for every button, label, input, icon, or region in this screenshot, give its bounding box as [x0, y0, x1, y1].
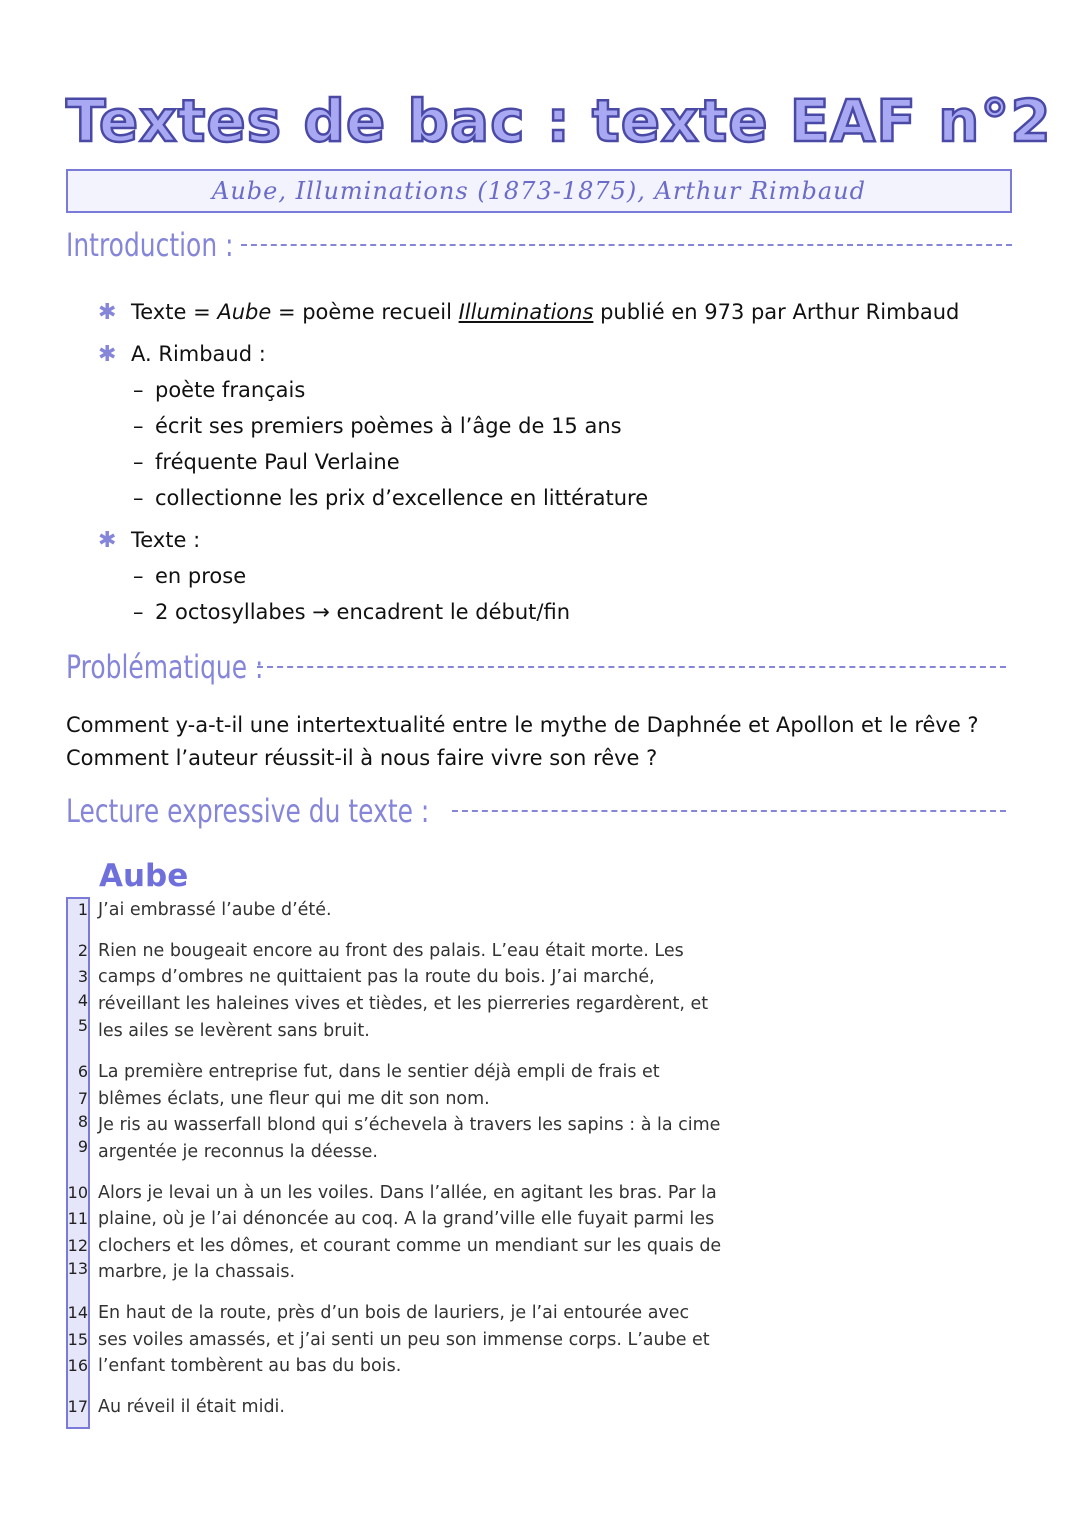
line-number: 9 [77, 1137, 88, 1156]
page-title: Textes de bac : texte EAF n°2 [66, 87, 1052, 155]
intro-subitem: – collectionne les prix d’excellence en littérature [133, 486, 649, 510]
poem-line: Alors je levai un à un les voiles. Dans l’allée, en agitant les bras. Par la [98, 1183, 717, 1203]
poem-line: plaine, où je l’ai dénoncée au coq. A la grand’ville elle fuyait parmi les [98, 1209, 715, 1229]
line-number: 14 [67, 1303, 88, 1322]
poem-line: argentée je reconnus la déesse. [98, 1142, 378, 1162]
poem-line: La première entreprise fut, dans le sentier déjà empli de frais et [98, 1062, 660, 1082]
poem-line: ses voiles amassés, et j’ai senti un peu son immense corps. L’aube et [98, 1330, 710, 1350]
line-number: 12 [67, 1236, 88, 1255]
line-number: 13 [67, 1259, 88, 1278]
introduction-heading [66, 226, 1012, 264]
line-number: 15 [67, 1330, 88, 1349]
line-number: 6 [77, 1062, 88, 1081]
intro-subitem: – 2 octosyllabes → encadrent le début/fin [133, 600, 571, 624]
intro-subitem-text: fréquente Paul Verlaine [155, 450, 400, 474]
lecture-heading-label: Lecture expressive du texte : [66, 792, 430, 830]
line-number: 5 [77, 1016, 88, 1035]
line-number: 17 [67, 1397, 88, 1416]
intro-subitem-text: 2 octosyllabes → encadrent le début/fin [155, 600, 571, 624]
intro-subitem-text: en prose [155, 564, 247, 588]
poem-line: Rien ne bougeait encore au front des palais. L’eau était morte. Les [98, 941, 684, 961]
poem-line: blêmes éclats, une fleur qui me dit son nom. [98, 1089, 490, 1109]
line-number: 16 [67, 1356, 88, 1375]
intro-subitem: – poète français [133, 378, 306, 402]
line-number: 10 [67, 1183, 88, 1202]
bullet-star-icon: ✱ [98, 300, 117, 325]
poem-line: marbre, je la chassais. [98, 1262, 296, 1282]
bullet-star-icon: ✱ [98, 528, 117, 553]
intro-item-italic: Aube [217, 300, 272, 324]
poem-title: Aube [99, 858, 189, 894]
intro-item-part: Texte = [131, 300, 218, 324]
lecture-heading [66, 792, 1006, 830]
heading-dash-line [452, 810, 1006, 812]
intro-subitem: – fréquente Paul Verlaine [133, 450, 400, 474]
poem-line: En haut de la route, près d’un bois de lauriers, je l’ai entourée avec [98, 1303, 690, 1323]
line-number: 11 [67, 1209, 88, 1228]
heading-dash-line [257, 666, 1006, 668]
poem-line: Je ris au wasserfall blond qui s’échevela à travers les sapins : à la cime [98, 1115, 721, 1135]
line-number: 4 [77, 991, 88, 1010]
poem-line: Au réveil il était midi. [98, 1397, 285, 1417]
intro-item-part: publié en 973 par Arthur Rimbaud [593, 300, 960, 324]
line-number: 8 [77, 1112, 88, 1131]
problematique-question: Comment y-a-t-il une intertextualité entre le mythe de Daphnée et Apollon et le rêve ? [66, 713, 979, 737]
introduction-heading-label: Introduction : [66, 226, 234, 264]
intro-item-part: = poème recueil [271, 300, 459, 324]
poem-line: clochers et les dômes, et courant comme un mendiant sur les quais de [98, 1236, 722, 1256]
intro-subitem-text: écrit ses premiers poèmes à l’âge de 15 ans [155, 414, 622, 438]
intro-subitem-text: collectionne les prix d’excellence en littérature [155, 486, 649, 510]
poem-line: réveillant les haleines vives et tièdes, et les pierreries regardèrent, et [98, 994, 709, 1014]
subtitle-banner [66, 169, 1012, 213]
poem-line: l’enfant tombèrent au bas du bois. [98, 1356, 402, 1376]
problematique-question: Comment l’auteur réussit-il à nous faire vivre son rêve ? [66, 746, 658, 770]
bullet-star-icon: ✱ [98, 342, 117, 367]
heading-dash-line [241, 244, 1012, 246]
line-number: 2 [77, 941, 88, 960]
intro-subitem: – en prose [133, 564, 247, 588]
intro-item-text: A. Rimbaud : [131, 342, 266, 366]
intro-item-text [131, 300, 959, 324]
poem-line: camps d’ombres ne quittaient pas la route du bois. J’ai marché, [98, 967, 655, 987]
problematique-heading-label: Problématique : [66, 648, 264, 686]
poem-line: les ailes se levèrent sans bruit. [98, 1021, 370, 1041]
line-number: 7 [77, 1089, 88, 1108]
line-number: 3 [77, 967, 88, 986]
line-number: 1 [77, 900, 88, 919]
intro-subitem: – écrit ses premiers poèmes à l’âge de 15 ans [133, 414, 622, 438]
intro-item-text: Texte : [131, 528, 201, 552]
subtitle-text: Aube, Illuminations (1873-1875), Arthur Rimbaud [212, 177, 866, 205]
problematique-heading [66, 648, 1006, 686]
intro-item-underlined: Illuminations [458, 300, 594, 324]
intro-subitem-text: poète français [155, 378, 306, 402]
poem-line: J’ai embrassé l’aube d’été. [98, 900, 332, 920]
